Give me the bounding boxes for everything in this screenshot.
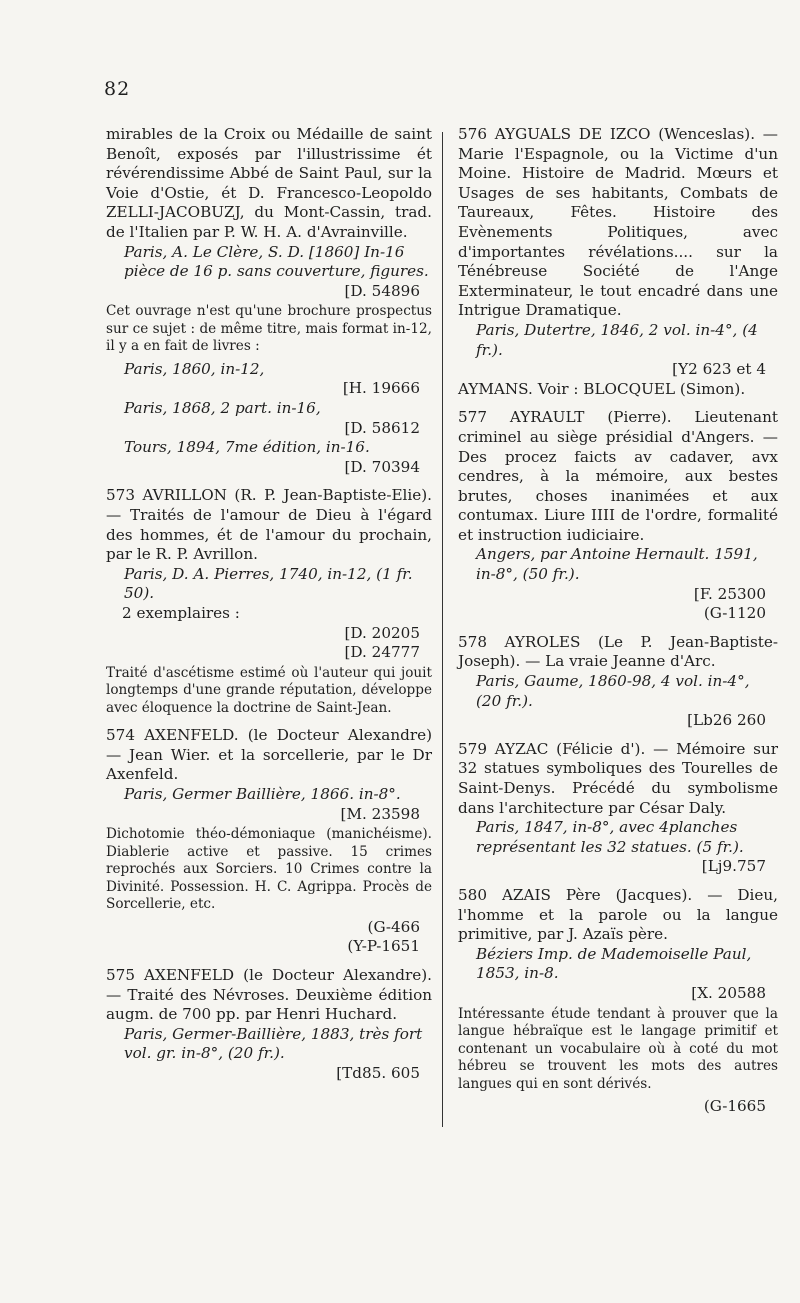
entry-reference: (Y-P-1651	[347, 937, 420, 956]
entry-reference: [Lb26 260	[687, 711, 766, 730]
entry-copies: 2 exemplaires :	[122, 603, 240, 622]
entry-reference: [M. 23598	[340, 804, 420, 823]
edition-reference: [D. 58612	[344, 418, 420, 437]
entry-reference: [F. 25300	[693, 584, 766, 603]
entry-text: 573 AVRILLON (R. P. Jean-Baptiste-Elie). — Traités de l'amour de Dieu à l'égard des hommes, ét de l'amour du prochain, par le R. P. Avrillon.	[106, 486, 432, 564]
entry-note: Traité d'ascétisme estimé où l'auteur qui jouit longtemps d'une grande réputation, développe avec éloquence la doctrine de Saint-Jean.	[106, 664, 432, 716]
entry-578	[458, 633, 778, 731]
entry-text: 580 AZAIS Père (Jacques). — Dieu, l'homme et la parole ou la langue primitive, par J. Azaïs père.	[458, 885, 778, 944]
right-column	[458, 125, 778, 1126]
entry-575	[106, 966, 432, 1084]
entry-note: Intéressante étude tendant à prouver que la langue hébraïque est le langage primitif et contenant un vocabulaire où à coté du mot hébreu se trouvent les mots des autres langues qui en sont dérivés.	[458, 1005, 778, 1092]
entry-imprint: Paris, Germer-Baillière, 1883, très fort vol. gr. in-8°, (20 fr.).	[124, 1024, 423, 1063]
entry-576	[458, 125, 778, 399]
entry-imprint: Paris, Gaume, 1860-98, 4 vol. in-4°, (20 fr.).	[476, 672, 750, 710]
entry-imprint: Paris, Dutertre, 1846, 2 vol. in-4°, (4 fr.).	[476, 320, 758, 359]
edition-line: Tours, 1894, 7me édition, in-16.	[124, 438, 370, 457]
entry-text: 575 AXENFELD (le Docteur Alexandre). — Traité des Névroses. Deuxième édition augm. de 700 pp. par Henri Huchard.	[106, 965, 432, 1024]
left-column	[106, 125, 432, 1092]
entry-imprint: Paris, Germer Baillière, 1866. in-8°.	[124, 785, 401, 804]
entry-reference: [X. 20588	[691, 983, 766, 1002]
edition-reference: [D. 70394	[344, 457, 420, 476]
edition-line: Paris, 1860, in-12,	[124, 359, 265, 378]
entry-note: Cet ouvrage n'est qu'une brochure prospectus sur ce sujet : de même titre, mais format in-12, il y a en fait de livres :	[106, 303, 432, 355]
entry-continuation	[106, 125, 432, 477]
entry-574	[106, 726, 432, 957]
entry-imprint: Paris, D. A. Pierres, 1740, in-12, (1 fr. 50).	[124, 564, 413, 603]
entry-note: Dichotomie théo-démoniaque (manichéisme). Diablerie active et passive. 15 crimes reprochés aux Sorciers. 10 Crimes contre la Divinité. Possession. H. C. Agrippa. Procès de Sorcellerie, etc.	[106, 826, 432, 913]
entry-imprint: Angers, par Antoine Hernault. 1591, in-8°, (50 fr.).	[476, 545, 758, 584]
entry-text: 576 AYGUALS DE IZCO (Wenceslas). — Marie l'Espagnole, ou la Victime d'un Moine. Histoire de Madrid. Mœurs et Usages de ses habitants, Combats de Taureaux, Fêtes. Histoire des Evènements Politiques, avec d'importantes révélations.... sur la Ténébreuse Société de l'Ange Exterminateur, le tout encadré dans une Intrigue Dramatique.	[458, 125, 778, 320]
column-divider	[442, 132, 443, 1127]
entry-text: mirables de la Croix ou Médaille de saint Benoît, exposés par l'illustrissime ét révérendissime Abbé de Saint Paul, sur la Voie d'Ostie, ét D. Francesco-Leopoldo ZELLI-JACOBUZJ, du Mont-Cassin, trad. de l'Italien par P. W. H. A. d'Avrainville.	[106, 125, 432, 241]
entry-reference: [D. 20205	[344, 623, 420, 642]
entry-reference: (G-1665	[703, 1097, 766, 1116]
page-number: 82	[104, 78, 131, 100]
entry-reference: (G-466	[367, 917, 420, 936]
entry-reference: [Lj9.757	[701, 857, 766, 876]
entry-text: 577 AYRAULT (Pierre). Lieutenant criminel au siège présidial d'Angers. — Des procez faicts av cadaver, avx cendres, à la mémoire, aux bestes brutes, choses inanimées et aux contumax. Liure IIII de l'ordre, formalité et instruction iudiciaire.	[458, 408, 778, 544]
edition-line: Paris, 1868, 2 part. in-16,	[124, 399, 321, 418]
edition-reference: [H. 19666	[342, 379, 420, 398]
entry-580	[458, 886, 778, 1117]
entry-573	[106, 486, 432, 717]
entry-577	[458, 408, 778, 624]
entry-reference: [Td85. 605	[336, 1063, 420, 1082]
entry-reference: [Y2 623 et 4	[672, 360, 766, 379]
entry-reference: [D. 24777	[344, 643, 420, 662]
entry-reference: [D. 54896	[344, 281, 420, 300]
entry-reference: (G-1120	[703, 604, 766, 623]
cross-reference: AYMANS. Voir : BLOCQUEL (Simon).	[458, 379, 746, 398]
entry-imprint: Paris, A. Le Clère, S. D. [1860] In-16 pièce de 16 p. sans couverture, figures.	[124, 242, 429, 281]
entry-text: 578 AYROLES (Le P. Jean-Baptiste-Joseph). — La vraie Jeanne d'Arc.	[458, 632, 778, 671]
entry-text: 574 AXENFELD. (le Docteur Alexandre) — Jean Wier. et la sorcellerie, par le Dr Axenfeld.	[106, 726, 432, 784]
entry-579	[458, 740, 778, 877]
entry-imprint: Béziers Imp. de Mademoiselle Paul, 1853, in-8.	[476, 944, 752, 983]
entry-text: 579 AYZAC (Félicie d'). — Mémoire sur 32 statues symboliques des Tourelles de Saint-Denys. Précédé du symbolisme dans l'architecture par César Daly.	[458, 739, 778, 817]
entry-imprint: Paris, 1847, in-8°, avec 4planches représentant les 32 statues. (5 fr.).	[476, 818, 744, 856]
